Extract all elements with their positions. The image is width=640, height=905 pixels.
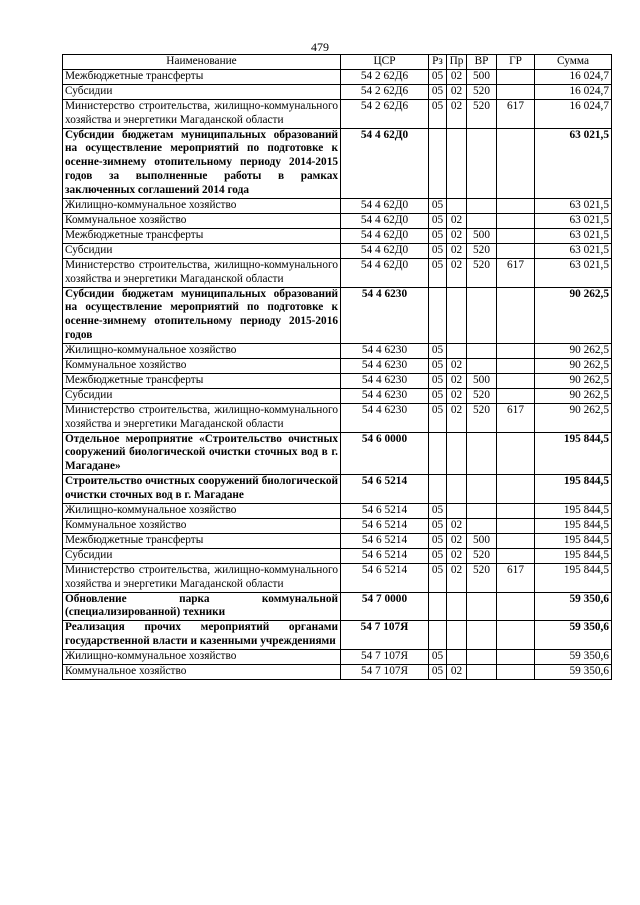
table-row xyxy=(63,563,612,592)
cell-vr: 520 xyxy=(467,99,497,128)
cell-vr xyxy=(467,344,497,359)
cell-name: Министерство строительства, жилищно-коммунального хозяйства и энергетики Магаданской области xyxy=(63,563,341,592)
table-row xyxy=(63,99,612,128)
cell-csr: 54 7 107Я xyxy=(341,650,429,665)
cell-vr: 500 xyxy=(467,533,497,548)
cell-name: Строительство очистных сооружений биологической очистки сточных вод в г. Магадане xyxy=(63,475,341,504)
cell-vr: 520 xyxy=(467,258,497,287)
cell-csr: 54 7 107Я xyxy=(341,621,429,650)
cell-gr xyxy=(497,504,535,519)
header-gr: ГР xyxy=(497,55,535,70)
cell-pr: 02 xyxy=(447,519,467,534)
cell-pr: 02 xyxy=(447,228,467,243)
cell-vr: 520 xyxy=(467,243,497,258)
cell-pr: 02 xyxy=(447,359,467,374)
cell-name: Субсидии xyxy=(63,84,341,99)
cell-name: Субсидии бюджетам муниципальных образований на осуществление мероприятий по подготовке к осенне-зимнему отопительному периоду 2014-2015 годов за выполненные работы в рамках заключенных соглашений 2014 года xyxy=(63,128,341,199)
cell-csr: 54 4 62Д0 xyxy=(341,228,429,243)
cell-name: Межбюджетные трансферты xyxy=(63,228,341,243)
cell-gr xyxy=(497,621,535,650)
cell-sum: 59 350,6 xyxy=(535,650,612,665)
cell-rz: 05 xyxy=(429,243,447,258)
cell-name: Коммунальное хозяйство xyxy=(63,213,341,228)
cell-sum: 63 021,5 xyxy=(535,213,612,228)
cell-pr: 02 xyxy=(447,243,467,258)
cell-pr: 02 xyxy=(447,69,467,84)
cell-sum: 90 262,5 xyxy=(535,359,612,374)
cell-rz: 05 xyxy=(429,533,447,548)
cell-rz: 05 xyxy=(429,519,447,534)
cell-rz: 05 xyxy=(429,403,447,432)
cell-gr xyxy=(497,432,535,475)
cell-gr: 617 xyxy=(497,99,535,128)
cell-csr: 54 6 5214 xyxy=(341,548,429,563)
cell-name: Субсидии xyxy=(63,388,341,403)
cell-rz xyxy=(429,432,447,475)
cell-vr xyxy=(467,213,497,228)
cell-gr xyxy=(497,359,535,374)
cell-name: Жилищно-коммунальное хозяйство xyxy=(63,344,341,359)
cell-name: Отдельное мероприятие «Строительство очистных сооружений биологической очистки сточных вод в г. Магадане» xyxy=(63,432,341,475)
cell-vr xyxy=(467,199,497,214)
cell-gr xyxy=(497,213,535,228)
cell-rz: 05 xyxy=(429,359,447,374)
cell-csr: 54 6 5214 xyxy=(341,519,429,534)
cell-rz xyxy=(429,475,447,504)
cell-pr xyxy=(447,432,467,475)
table-row xyxy=(63,287,612,344)
cell-csr: 54 7 107Я xyxy=(341,665,429,680)
cell-rz: 05 xyxy=(429,563,447,592)
table-row xyxy=(63,388,612,403)
cell-rz: 05 xyxy=(429,373,447,388)
cell-rz: 05 xyxy=(429,199,447,214)
header-rz: Рз xyxy=(429,55,447,70)
cell-sum: 90 262,5 xyxy=(535,287,612,344)
cell-vr xyxy=(467,475,497,504)
cell-csr: 54 6 5214 xyxy=(341,475,429,504)
table-row xyxy=(63,592,612,621)
cell-pr xyxy=(447,650,467,665)
page-number: 479 xyxy=(311,40,329,54)
cell-rz: 05 xyxy=(429,344,447,359)
cell-gr: 617 xyxy=(497,258,535,287)
cell-csr: 54 6 5214 xyxy=(341,504,429,519)
cell-pr: 02 xyxy=(447,563,467,592)
table-row xyxy=(63,199,612,214)
cell-vr: 500 xyxy=(467,69,497,84)
cell-vr xyxy=(467,650,497,665)
cell-sum: 195 844,5 xyxy=(535,548,612,563)
cell-name: Жилищно-коммунальное хозяйство xyxy=(63,504,341,519)
table-row xyxy=(63,359,612,374)
cell-csr: 54 4 6230 xyxy=(341,287,429,344)
cell-gr xyxy=(497,548,535,563)
cell-pr: 02 xyxy=(447,388,467,403)
cell-name: Субсидии xyxy=(63,243,341,258)
budget-table xyxy=(62,54,612,680)
cell-csr: 54 4 6230 xyxy=(341,359,429,374)
cell-gr xyxy=(497,199,535,214)
cell-rz: 05 xyxy=(429,388,447,403)
cell-name: Коммунальное хозяйство xyxy=(63,359,341,374)
cell-pr xyxy=(447,199,467,214)
table-row xyxy=(63,519,612,534)
table-row xyxy=(63,533,612,548)
cell-sum: 90 262,5 xyxy=(535,388,612,403)
cell-gr xyxy=(497,243,535,258)
cell-sum: 63 021,5 xyxy=(535,128,612,199)
cell-csr: 54 4 6230 xyxy=(341,373,429,388)
table-row xyxy=(63,475,612,504)
cell-name: Обновление парка коммунальной (специализированной) техники xyxy=(63,592,341,621)
table-row xyxy=(63,432,612,475)
table-row xyxy=(63,69,612,84)
cell-name: Межбюджетные трансферты xyxy=(63,373,341,388)
cell-rz: 05 xyxy=(429,84,447,99)
cell-sum: 195 844,5 xyxy=(535,475,612,504)
cell-name: Жилищно-коммунальное хозяйство xyxy=(63,650,341,665)
table-row xyxy=(63,373,612,388)
cell-gr xyxy=(497,344,535,359)
table-row xyxy=(63,504,612,519)
cell-sum: 90 262,5 xyxy=(535,344,612,359)
cell-pr: 02 xyxy=(447,373,467,388)
cell-name: Межбюджетные трансферты xyxy=(63,533,341,548)
cell-vr xyxy=(467,504,497,519)
cell-name: Коммунальное хозяйство xyxy=(63,519,341,534)
cell-vr: 500 xyxy=(467,228,497,243)
cell-gr xyxy=(497,128,535,199)
table-row xyxy=(63,548,612,563)
cell-csr: 54 4 62Д0 xyxy=(341,243,429,258)
cell-rz xyxy=(429,621,447,650)
cell-pr xyxy=(447,504,467,519)
cell-pr: 02 xyxy=(447,403,467,432)
cell-rz: 05 xyxy=(429,228,447,243)
cell-vr: 500 xyxy=(467,373,497,388)
cell-gr xyxy=(497,650,535,665)
cell-csr: 54 4 62Д0 xyxy=(341,213,429,228)
cell-sum: 195 844,5 xyxy=(535,432,612,475)
cell-rz xyxy=(429,592,447,621)
cell-sum: 63 021,5 xyxy=(535,228,612,243)
table-row xyxy=(63,403,612,432)
cell-sum: 16 024,7 xyxy=(535,69,612,84)
cell-sum: 59 350,6 xyxy=(535,665,612,680)
cell-vr xyxy=(467,519,497,534)
cell-gr xyxy=(497,592,535,621)
cell-pr xyxy=(447,475,467,504)
cell-name: Коммунальное хозяйство xyxy=(63,665,341,680)
cell-gr xyxy=(497,388,535,403)
cell-rz xyxy=(429,128,447,199)
cell-pr: 02 xyxy=(447,548,467,563)
cell-sum: 63 021,5 xyxy=(535,243,612,258)
cell-name: Межбюджетные трансферты xyxy=(63,69,341,84)
cell-csr: 54 2 62Д6 xyxy=(341,69,429,84)
cell-rz: 05 xyxy=(429,504,447,519)
cell-csr: 54 2 62Д6 xyxy=(341,99,429,128)
table-row xyxy=(63,243,612,258)
cell-rz xyxy=(429,287,447,344)
header-vr: ВР xyxy=(467,55,497,70)
cell-csr: 54 4 62Д0 xyxy=(341,128,429,199)
cell-csr: 54 4 6230 xyxy=(341,403,429,432)
cell-gr xyxy=(497,228,535,243)
cell-vr: 520 xyxy=(467,563,497,592)
cell-sum: 195 844,5 xyxy=(535,533,612,548)
cell-vr xyxy=(467,432,497,475)
cell-name: Жилищно-коммунальное хозяйство xyxy=(63,199,341,214)
cell-csr: 54 6 0000 xyxy=(341,432,429,475)
cell-gr xyxy=(497,373,535,388)
cell-csr: 54 2 62Д6 xyxy=(341,84,429,99)
table-body xyxy=(63,69,612,679)
table-row xyxy=(63,228,612,243)
cell-pr: 02 xyxy=(447,665,467,680)
cell-name: Министерство строительства, жилищно-коммунального хозяйства и энергетики Магаданской области xyxy=(63,258,341,287)
cell-pr: 02 xyxy=(447,213,467,228)
cell-sum: 195 844,5 xyxy=(535,519,612,534)
cell-csr: 54 7 0000 xyxy=(341,592,429,621)
cell-pr xyxy=(447,592,467,621)
cell-vr: 520 xyxy=(467,84,497,99)
cell-pr: 02 xyxy=(447,99,467,128)
cell-gr xyxy=(497,475,535,504)
cell-rz: 05 xyxy=(429,258,447,287)
cell-gr xyxy=(497,287,535,344)
cell-pr: 02 xyxy=(447,533,467,548)
cell-vr xyxy=(467,621,497,650)
table-row xyxy=(63,650,612,665)
cell-pr xyxy=(447,287,467,344)
cell-gr xyxy=(497,665,535,680)
cell-vr xyxy=(467,359,497,374)
cell-name: Реализация прочих мероприятий органами государственной власти и казенными учреждениями xyxy=(63,621,341,650)
cell-vr xyxy=(467,592,497,621)
header-sum: Сумма xyxy=(535,55,612,70)
cell-vr xyxy=(467,287,497,344)
cell-pr xyxy=(447,344,467,359)
cell-csr: 54 4 6230 xyxy=(341,344,429,359)
cell-sum: 90 262,5 xyxy=(535,403,612,432)
cell-name: Министерство строительства, жилищно-коммунального хозяйства и энергетики Магаданской области xyxy=(63,99,341,128)
cell-name: Министерство строительства, жилищно-коммунального хозяйства и энергетики Магаданской области xyxy=(63,403,341,432)
cell-csr: 54 4 62Д0 xyxy=(341,258,429,287)
cell-rz: 05 xyxy=(429,99,447,128)
cell-rz: 05 xyxy=(429,548,447,563)
cell-vr: 520 xyxy=(467,548,497,563)
header-name: Наименование xyxy=(63,55,341,70)
cell-pr xyxy=(447,621,467,650)
cell-name: Субсидии бюджетам муниципальных образований на осуществление мероприятий по подготовке к осенне-зимнему отопительному периоду 2015-2016 годов xyxy=(63,287,341,344)
cell-vr: 520 xyxy=(467,403,497,432)
cell-sum: 59 350,6 xyxy=(535,592,612,621)
table-row xyxy=(63,665,612,680)
cell-csr: 54 4 62Д0 xyxy=(341,199,429,214)
cell-sum: 16 024,7 xyxy=(535,84,612,99)
cell-pr: 02 xyxy=(447,258,467,287)
table-header-row xyxy=(63,55,612,70)
cell-name: Субсидии xyxy=(63,548,341,563)
table-row xyxy=(63,344,612,359)
cell-vr: 520 xyxy=(467,388,497,403)
cell-gr xyxy=(497,533,535,548)
cell-pr xyxy=(447,128,467,199)
table-row xyxy=(63,258,612,287)
table-row xyxy=(63,84,612,99)
cell-sum: 90 262,5 xyxy=(535,373,612,388)
cell-gr xyxy=(497,84,535,99)
cell-rz: 05 xyxy=(429,213,447,228)
cell-sum: 195 844,5 xyxy=(535,563,612,592)
cell-sum: 59 350,6 xyxy=(535,621,612,650)
cell-csr: 54 6 5214 xyxy=(341,533,429,548)
cell-sum: 16 024,7 xyxy=(535,99,612,128)
cell-sum: 63 021,5 xyxy=(535,199,612,214)
table-row xyxy=(63,128,612,199)
cell-csr: 54 6 5214 xyxy=(341,563,429,592)
cell-pr: 02 xyxy=(447,84,467,99)
cell-gr: 617 xyxy=(497,403,535,432)
table-row xyxy=(63,621,612,650)
cell-gr: 617 xyxy=(497,563,535,592)
cell-sum: 63 021,5 xyxy=(535,258,612,287)
header-pr: Пр xyxy=(447,55,467,70)
cell-rz: 05 xyxy=(429,69,447,84)
cell-rz: 05 xyxy=(429,650,447,665)
header-csr: ЦСР xyxy=(341,55,429,70)
cell-csr: 54 4 6230 xyxy=(341,388,429,403)
cell-gr xyxy=(497,69,535,84)
cell-rz: 05 xyxy=(429,665,447,680)
cell-vr xyxy=(467,128,497,199)
cell-vr xyxy=(467,665,497,680)
table-row xyxy=(63,213,612,228)
cell-gr xyxy=(497,519,535,534)
cell-sum: 195 844,5 xyxy=(535,504,612,519)
